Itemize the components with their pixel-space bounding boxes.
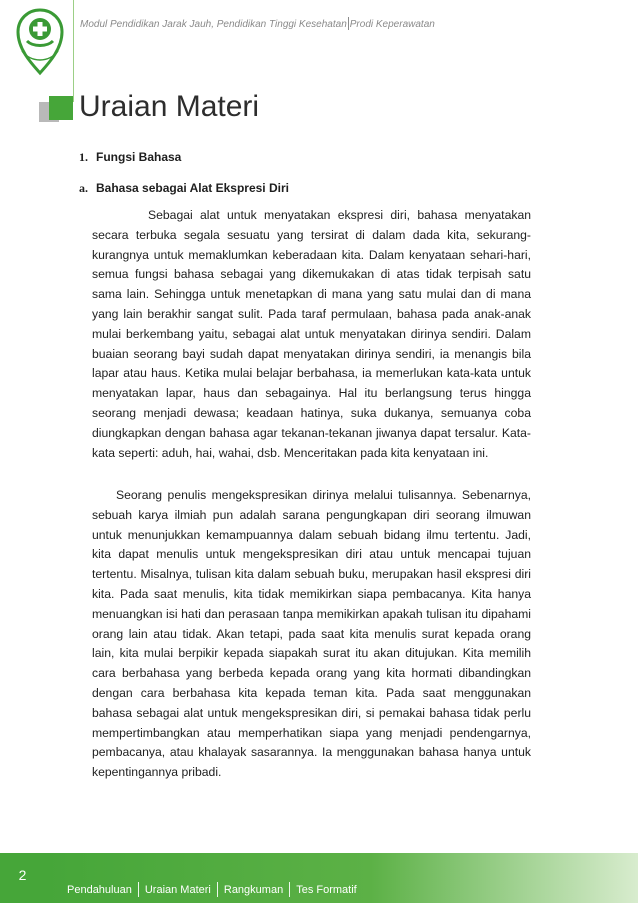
section-title: Uraian Materi xyxy=(79,90,260,123)
header-module-text: Modul Pendidikan Jarak Jauh, Pendidikan Tinggi Kesehatan xyxy=(80,19,347,30)
body-paragraph-1: Sebagai alat untuk menyatakan ekspresi diri, bahasa menyatakan secara terbuka segala sesuatu yang tersirat di dalam dada kita, sekurang-kurangnya untuk memaklumkan keberadaan kita. Dalam kenyataan sehari-hari, semua fungsi bahasa sebagai yang dikemukakan di atas tidak terpisah satu sama lain. Sehingga untuk menetapkan di mana yang satu mulai dan di mana yang lain berakhir sangat sulit. Pada taraf permulaan, bahasa pada anak-anak mulai berkembang yaitu, sebagai alat untuk menyatakan dirinya sendiri. Dalam buaian seorang bayi sudah dapat menyatakan dirinya sendiri, ia menangis bila lapar atau haus. Ketika mulai belajar berbahasa, ia memerlukan kata-kata untuk menyatakan lapar, haus dan sebagainya. Hal itu berlangsung terus hingga seorang menjadi dewasa; keadaan hatinya, suka dukanya, semuanya coba diungkapkan dengan bahasa agar tekanan-tekanan jiwanya dapat tersalur. Kata-kata seperti: aduh, hai, wahai, dsb. Menceritakan pada kita kenyataan ini. xyxy=(92,208,531,460)
nav-divider xyxy=(217,882,218,897)
logo-emblem-icon xyxy=(13,7,67,77)
title-green-square xyxy=(49,96,73,120)
running-header xyxy=(80,17,435,30)
nav-divider xyxy=(289,882,290,897)
header-separator xyxy=(348,17,349,30)
header-program-text: Prodi Keperawatan xyxy=(349,19,435,30)
heading-fungsi-bahasa xyxy=(79,150,181,165)
heading-text: Fungsi Bahasa xyxy=(96,150,182,164)
nav-uraian-materi[interactable]: Uraian Materi xyxy=(144,883,211,896)
nav-pendahuluan[interactable]: Pendahuluan xyxy=(67,883,132,896)
footer-navigation xyxy=(61,882,363,897)
subheading-text: Bahasa sebagai Alat Ekspresi Diri xyxy=(96,181,289,195)
page-number: 2 xyxy=(0,853,45,903)
header-vertical-rule xyxy=(73,0,74,102)
heading-number: 1. xyxy=(79,150,88,164)
body-paragraph-2: Seorang penulis mengekspresikan dirinya melalui tulisannya. Sebenarnya, sebuah karya ilmiah pun adalah sarana pengungkapan diri seorang ilmuwan untuk menunjukkan kemampuannya dalam sebuah bidang ilmu tertentu. Jadi, kita dapat menulis untuk mengekspresikan diri atau untuk mencapai tujuan tertentu. Misalnya, tulisan kita dalam sebuah buku, merupakan hasil ekspresi diri kita. Pada saat menulis, kita tidak memikirkan siapa pembacanya. Kita hanya menuangkan isi hati dan perasaan tanpa memikirkan apakah tulisan itu dipahami orang lain atau tidak. Akan tetapi, pada saat kita menulis surat kepada orang lain, kita mulai berpikir kepada siapakah surat itu akan ditujukan. Kita memilih cara berbahasa yang berbeda kepada orang yang kita hormati dibandingkan dengan cara berbahasa kita kepada teman kita. Pada saat menggunakan bahasa sebagai alat untuk mengekspresikan diri, si pemakai bahasa tidak perlu mempertimbangkan atau memperhatikan siapa yang menjadi pendengarnya, pembacanya, atau khalayak sasarannya. Ia menggunakan bahasa hanya untuk kepentingannya pribadi. xyxy=(92,488,531,780)
nav-rangkuman[interactable]: Rangkuman xyxy=(223,883,284,896)
subheading-ekspresi-diri xyxy=(79,181,289,196)
bakti-husada-logo xyxy=(13,7,67,77)
nav-tes-formatif[interactable]: Tes Formatif xyxy=(296,883,357,896)
nav-divider xyxy=(138,882,139,897)
subheading-letter: a. xyxy=(79,181,88,195)
